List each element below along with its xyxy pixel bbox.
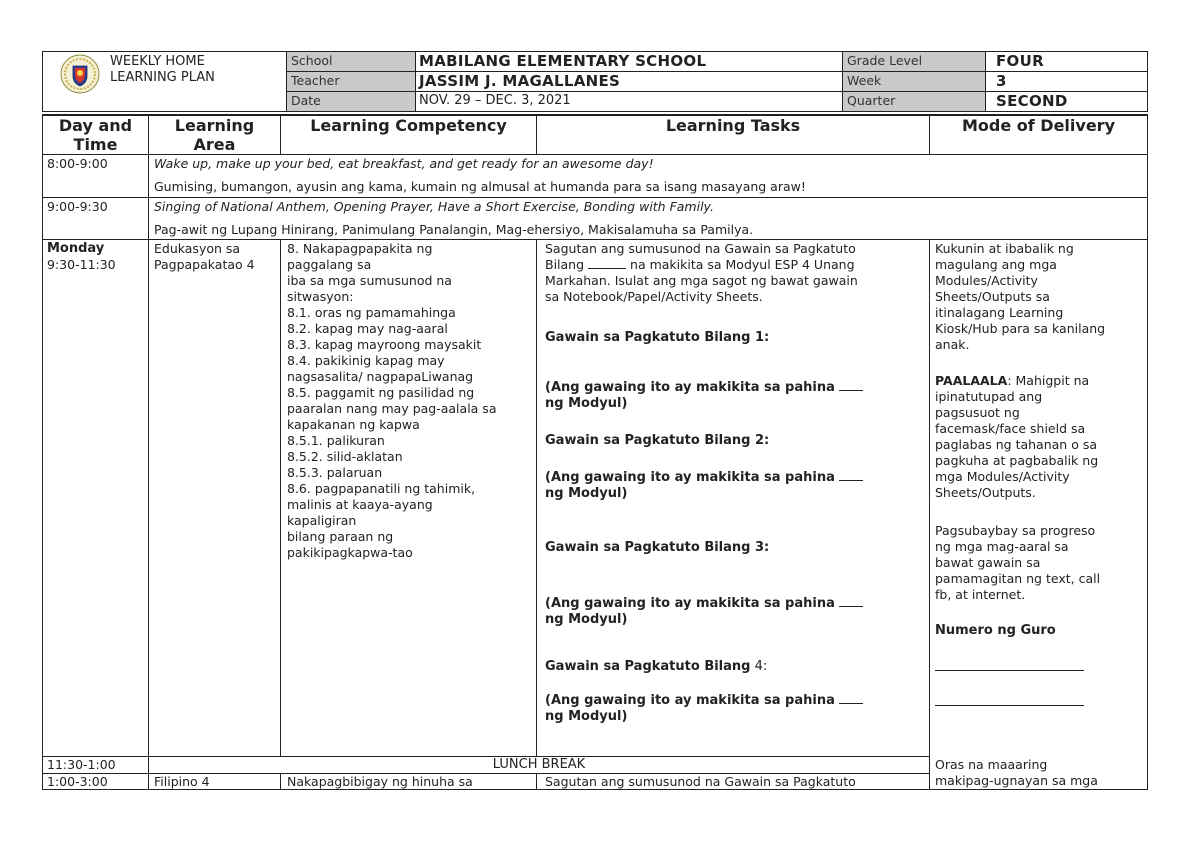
- page-ref-line: [545, 469, 863, 486]
- date-value: NOV. 29 – DEC. 3, 2021: [419, 93, 571, 108]
- col-learning-tasks: Learning Tasks: [665, 116, 801, 135]
- tasks-intro-bilang: Bilang: [545, 257, 585, 272]
- mode-line: anak.: [935, 337, 970, 352]
- page-ref-line: [545, 692, 863, 709]
- filipino-area: Filipino 4: [154, 774, 210, 789]
- competency-line: pakikipagkapwa-tao: [287, 545, 413, 560]
- gawain-3-label: Gawain sa Pagkatuto Bilang 3:: [545, 540, 770, 555]
- page-ref-text: (Ang gawaing ito ay makikita sa pahina: [545, 470, 835, 485]
- plan-title: [110, 54, 215, 86]
- page-ref-text: (Ang gawaing ito ay makikita sa pahina: [545, 596, 835, 611]
- mode-line: Sheets/Outputs.: [935, 485, 1036, 500]
- mode-line: pagkuha at pagbabalik ng: [935, 453, 1099, 468]
- mode-line: facemask/face shield sa: [935, 421, 1086, 436]
- competency-line: iba sa mga sumusunod na: [287, 273, 452, 288]
- mode-line: pamamagitan ng text, call: [935, 571, 1101, 586]
- competency-line: 8.5.1. palikuran: [287, 433, 385, 448]
- rule: [536, 773, 537, 790]
- week-label: Week: [847, 73, 882, 88]
- plan-title-line2: LEARNING PLAN: [110, 70, 215, 85]
- competency-line: 8.5. paggamit ng pasilidad ng: [287, 385, 475, 400]
- filipino-tasks: Sagutan ang sumusunod na Gawain sa Pagkatuto: [545, 774, 856, 789]
- competency-line: 8.5.2. silid-aklatan: [287, 449, 403, 464]
- mode-line: Kukunin at ibabalik ng: [935, 241, 1074, 256]
- tasks-intro-line: Sagutan ang sumusunod na Gawain sa Pagkatuto: [545, 241, 856, 256]
- mode-line: Modules/Activity: [935, 273, 1038, 288]
- mode-line: paglabas ng tahanan o sa: [935, 437, 1097, 452]
- quarter-label: Quarter: [847, 93, 896, 108]
- mode-line: ipinatutupad ang: [935, 389, 1043, 404]
- mode-line: makipag-ugnayan sa mga: [935, 773, 1098, 788]
- blank-line: [839, 469, 863, 481]
- paalala-text: : Mahigpit na: [1007, 373, 1090, 388]
- wake-time: 8:00-9:00: [47, 156, 108, 171]
- page-ref-text: ng Modyul): [545, 396, 628, 411]
- competency-line: 8.4. pakikinig kapag may: [287, 353, 445, 368]
- col-area-line2: Area: [193, 135, 236, 154]
- teacher-label: Teacher: [291, 73, 340, 88]
- rule: [42, 239, 1148, 240]
- page-ref-text: ng Modyul): [545, 612, 628, 627]
- col-learning-competency: Learning Competency: [310, 116, 507, 135]
- filipino-competency: Nakapagbibigay ng hinuha sa: [287, 774, 473, 789]
- rule: [148, 114, 149, 790]
- mode-line: ng mga mag-aaral sa: [935, 539, 1069, 554]
- competency-line: sitwasyon:: [287, 289, 354, 304]
- mode-line: fb, at internet.: [935, 587, 1026, 602]
- week-value: 3: [996, 72, 1007, 90]
- contact-line: [935, 705, 1084, 706]
- rule: [42, 111, 1148, 112]
- lunch-time: 11:30-1:00: [47, 757, 116, 772]
- monday-area: [154, 241, 255, 273]
- tasks-intro-line: Markahan. Isulat ang mga sagot ng bawat gawain: [545, 273, 858, 288]
- mode-line: Kiosk/Hub para sa kanilang: [935, 321, 1106, 336]
- anthem-time: 9:00-9:30: [47, 199, 108, 214]
- rule: [280, 773, 281, 790]
- mode-line: Pagsubaybay sa progreso: [935, 523, 1096, 538]
- col-day-time-line1: Day and: [58, 116, 133, 135]
- lunch-mode: [935, 757, 1098, 789]
- teacher-value: JASSIM J. MAGALLANES: [419, 72, 621, 90]
- competency-line: 8.6. pagpapanatili ng tahimik,: [287, 481, 476, 496]
- gawain-1-label: Gawain sa Pagkatuto Bilang 1:: [545, 330, 770, 345]
- wake-english: Wake up, make up your bed, eat breakfast, and get ready for an awesome day!: [154, 156, 654, 171]
- monday-competency: [287, 241, 496, 561]
- rule: [286, 71, 1148, 72]
- tasks-intro-line: [545, 257, 858, 273]
- mode-paalala: [935, 373, 1098, 501]
- filipino-time: 1:00-3:00: [47, 774, 108, 789]
- page-ref-text: (Ang gawaing ito ay makikita sa pahina: [545, 380, 835, 395]
- rule: [985, 51, 986, 112]
- gawain-2-label: Gawain sa Pagkatuto Bilang 2:: [545, 433, 770, 448]
- contact-line: [935, 670, 1084, 671]
- monday-area-line: Edukasyon sa: [154, 241, 241, 256]
- rule: [1147, 114, 1148, 790]
- competency-line: malinis at kaaya-ayang: [287, 497, 433, 512]
- mode-line: Oras na maaaring: [935, 757, 1048, 772]
- gawain-3-page-ref: [545, 595, 863, 628]
- school-value: MABILANG ELEMENTARY SCHOOL: [419, 52, 707, 70]
- plan-title-line1: WEEKLY HOME: [110, 54, 205, 69]
- page-ref-line: [545, 379, 863, 396]
- rule: [42, 197, 1148, 198]
- col-day-time-line2: Time: [73, 135, 118, 154]
- mode-line: magulang ang mga: [935, 257, 1057, 272]
- date-label: Date: [291, 93, 321, 108]
- gawain-4-number: 4:: [754, 659, 768, 674]
- lunch-break: LUNCH BREAK: [492, 757, 586, 772]
- grade-level-label: Grade Level: [847, 53, 923, 68]
- anthem-english: Singing of National Anthem, Opening Prayer, Have a Short Exercise, Bonding with Family.: [154, 199, 714, 214]
- blank-line: [839, 595, 863, 607]
- tasks-intro: [545, 241, 858, 305]
- grade-level-value: FOUR: [996, 52, 1044, 70]
- competency-line: kapakanan ng kapwa: [287, 417, 420, 432]
- gawain-4-text: Gawain sa Pagkatuto Bilang: [545, 659, 751, 674]
- school-label: School: [291, 53, 333, 68]
- mode-line: [935, 373, 1098, 389]
- monday-time: 9:30-11:30: [47, 257, 116, 272]
- competency-line: 8.3. kapag mayroong maysakit: [287, 337, 482, 352]
- blank-line: [588, 257, 626, 269]
- competency-line: 8. Nakapagpapakita ng: [287, 241, 433, 256]
- tasks-intro-modyul: na makikita sa Modyul ESP 4 Unang: [630, 257, 855, 272]
- competency-line: 8.2. kapag may nag-aaral: [287, 321, 448, 336]
- gawain-4-page-ref: [545, 692, 863, 725]
- competency-line: kapaligiran: [287, 513, 357, 528]
- rule: [42, 154, 1148, 155]
- rule: [42, 114, 43, 790]
- competency-line: 8.5.3. palaruan: [287, 465, 383, 480]
- col-day-time: [43, 116, 148, 154]
- page-ref-text: (Ang gawaing ito ay makikita sa pahina: [545, 693, 835, 708]
- col-mode-of-delivery: Mode of Delivery: [961, 116, 1115, 135]
- gawain-2-page-ref: [545, 469, 863, 502]
- rule: [42, 51, 43, 112]
- rule: [929, 239, 930, 790]
- competency-line: 8.1. oras ng pamamahinga: [287, 305, 456, 320]
- page-ref-line: [545, 595, 863, 612]
- gawain-1-page-ref: [545, 379, 863, 412]
- quarter-value: SECOND: [996, 92, 1068, 110]
- numero-ng-guro: Numero ng Guro: [935, 623, 1056, 638]
- mode-progress: [935, 523, 1100, 603]
- competency-line: bilang paraan ng: [287, 529, 394, 544]
- anthem-filipino: Pag-awit ng Lupang Hinirang, Panimulang Panalangin, Mag-ehersiyo, Makisalamuha sa Pamilya.: [154, 222, 754, 237]
- wake-filipino: Gumising, bumangon, ayusin ang kama, kumain ng almusal at humanda para sa isang masayang araw!: [154, 179, 806, 194]
- page-ref-text: ng Modyul): [545, 709, 628, 724]
- col-learning-area: [149, 116, 280, 154]
- mode-line: mga Modules/Activity: [935, 469, 1070, 484]
- rule: [280, 239, 281, 756]
- mode-line: bawat gawain sa: [935, 555, 1041, 570]
- mode-line: pagsusuot ng: [935, 405, 1020, 420]
- page-ref-text: ng Modyul): [545, 486, 628, 501]
- gawain-4-label: [545, 659, 767, 675]
- deped-seal-logo: [60, 54, 100, 94]
- competency-line: paaralan nang may pag-aalala sa: [287, 401, 497, 416]
- paalala-label: PAALAALA: [935, 373, 1008, 388]
- blank-line: [839, 692, 863, 704]
- col-area-line1: Learning: [174, 116, 255, 135]
- rule: [536, 239, 537, 756]
- monday-day: Monday: [47, 241, 105, 256]
- competency-line: paggalang sa: [287, 257, 372, 272]
- mode-line: itinalagang Learning: [935, 305, 1064, 320]
- rule: [415, 51, 416, 112]
- tasks-intro-line: sa Notebook/Papel/Activity Sheets.: [545, 289, 763, 304]
- blank-line: [839, 379, 863, 391]
- mode-line: Sheets/Outputs sa: [935, 289, 1050, 304]
- rule: [1147, 51, 1148, 112]
- competency-line: nagsasalita/ nagpapaLiwanag: [287, 369, 474, 384]
- monday-area-line: Pagpapakatao 4: [154, 257, 255, 272]
- mode-pickup: [935, 241, 1105, 353]
